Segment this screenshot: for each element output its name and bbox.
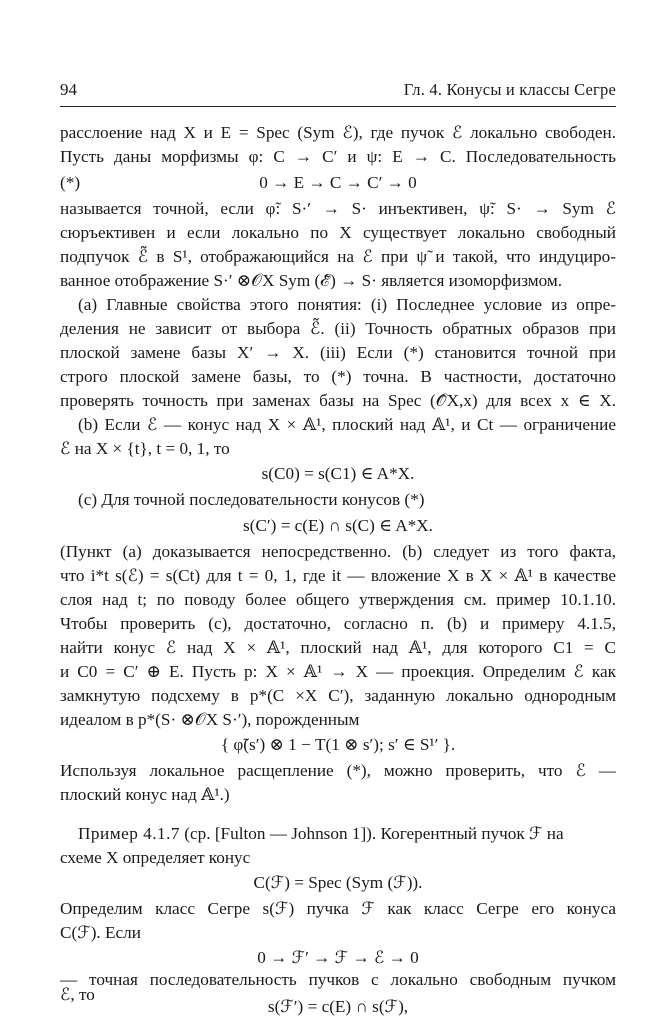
display-formula: { φ̃(s′) ⊗ 1 − T(1 ⊗ s′); s′ ∈ S¹′ }. [220,735,456,754]
text-line: что i*t s(ℰ) = s(Ct) для t = 0, 1, где it — вложение X в X × 𝔸¹ в качестве [60,566,616,585]
text-line: замкнутую подсхему в p*(C ×X C′), заданную локально однородным [60,686,616,705]
display-formula: C(ℱ) = Spec (Sym (ℱ)). [253,873,423,892]
text-line: — точная последовательность пучков с локально свободным пучком [60,970,616,989]
text-line: Определим класс Сегре s(ℱ) пучка ℱ как класс Сегре его конуса [60,899,616,918]
text-line: найти конус ℰ над X × 𝔸¹, плоский над 𝔸¹, для которого C1 = C [60,638,616,657]
display-formula: 0 → E → C → C′ → 0 [259,173,417,192]
text-line: деления не зависит от выбора ℰ̃. (ii) Точность обратных образов при [60,319,616,338]
text-line: сюръективен и если локально по X существует локально свободный [60,223,616,242]
text-line: подпучок ℰ̃ в S¹, отображающийся на ℰ при ψ̃ и такой, что индуциро- [60,247,616,266]
text-line: ванное отображение S·′ ⊗𝒪X Sym (ℰ̃) → S· является изоморфизмом. [60,271,563,290]
display-formula: 0 → ℱ′ → ℱ → ℰ → 0 [257,948,419,967]
example-heading: Пример 4.1.7 [78,824,180,843]
text-line: Используя локальное расщепление (*), можно проверить, что ℰ — [60,761,616,780]
text-line: Чтобы проверить (c), достаточно, согласно п. (b) и примеру 4.1.5, [60,614,616,633]
sequence-label: (*) [60,173,81,192]
text-line: идеалом в p*(S· ⊗𝒪X S·′), порожденным [60,710,360,729]
text-line: (a) Главные свойства этого понятия: (i) Последнее условие из опре- [78,295,616,314]
header-rule [60,106,616,107]
text-line: C(ℱ). Если [60,923,141,942]
text-line: строго плоской замене базы, то (*) точна. В частности, достаточно [60,367,616,386]
text-line: Пусть даны морфизмы φ: C → C′ и ψ: E → C. Последовательность [60,147,616,166]
page-header [60,80,616,104]
example-text: (ср. [Fulton — Johnson 1]). Когерентный пучок ℱ на [184,824,564,843]
text-line: и C0 = C′ ⊕ E. Пусть p: X × 𝔸¹ → X — проекция. Определим ℰ как [60,662,616,681]
text-line: расслоение над X и E = Spec (Sym ℰ), где пучок ℰ локально свободен. [60,123,616,142]
text-line: (c) Для точной последовательности конусов (*) [78,490,425,509]
running-title: Гл. 4. Конусы и классы Сегре [403,80,616,99]
text-line: плоский конус над 𝔸¹.) [60,785,230,804]
text-line: ℰ на X × {t}, t = 0, 1, то [60,439,230,458]
display-formula: s(C′) = c(E) ∩ s(C) ∈ A*X. [243,516,433,535]
text-line: (Пункт (a) доказывается непосредственно. (b) следует из того факта, [60,542,616,561]
display-formula: s(C0) = s(C1) ∈ A*X. [261,464,415,483]
text-line: слоя над t; по поводу более общего утверждения см. пример 10.1.10. [60,590,616,609]
text-line: схеме X определяет конус [60,848,251,867]
example-line [60,822,616,846]
text-line: называется точной, если φ̃: S·′ → S· инъективен, ψ̃: S· → Sym ℰ [60,199,616,218]
text-line: (b) Если ℰ — конус над X × 𝔸¹, плоский над 𝔸¹, и Ct — ограничение [78,415,616,434]
text-line: проверять точность при заменах базы на Spec (𝒪̂X,x) для всех x ∈ X. [60,391,616,410]
text-line: плоской замене базы X′ → X. (iii) Если (*) становится точной при [60,343,616,362]
page-number: 94 [60,80,77,99]
display-formula: s(ℱ′) = c(E) ∩ s(ℱ), [267,997,409,1016]
text-line: ℰ, то [60,985,95,1004]
